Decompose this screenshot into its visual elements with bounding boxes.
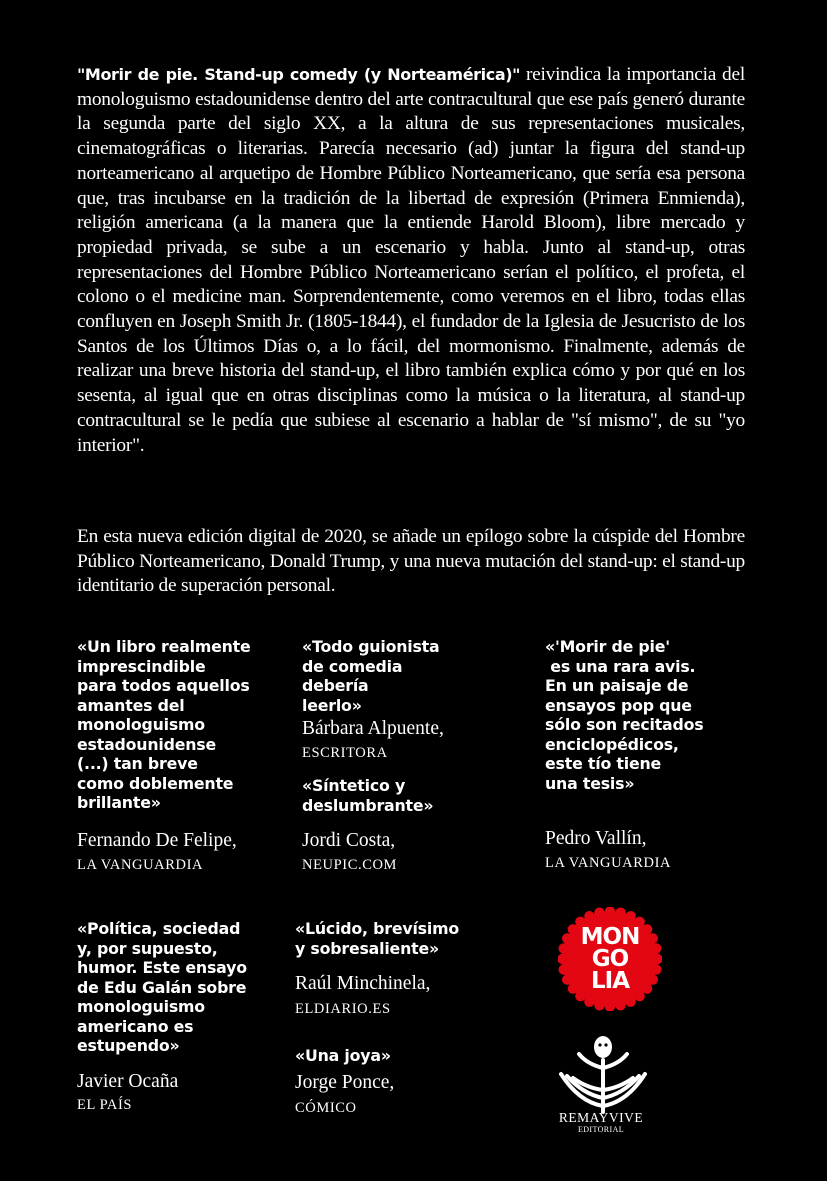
blurb-source: LA VANGUARDIA [77,857,204,873]
edition-paragraph: En esta nueva edición digital de 2020, se añade un epílogo sobre la cúspide del Hombre Público Norteamericano, Donald Trump, y una nueva mutación del stand-up: el stand-up identitario de superación personal. [77,526,745,597]
blurb-quote: «Síntetico y deslumbrante» [302,776,434,815]
synopsis-paragraph [77,63,745,458]
blurb-quote: «Política, sociedad y, por supuesto, humor. Este ensayo de Edu Galán sobre monologuismo americano es estupendo» [77,919,247,1055]
book-title: "Morir de pie. Stand-up comedy (y Norteamérica)" [77,65,521,84]
mongolia-logo [558,907,662,1011]
blurb-author: Bárbara Alpuente, [302,718,444,739]
blurb-source: ELDIARIO.ES [295,1001,391,1017]
blurb-source: CÓMICO [295,1100,357,1116]
synopsis-text: reivindica la importancia del monologuismo estadounidense dentro del arte contracultural que ese país generó durante la segunda parte del siglo XX, a la altura de sus representaciones musicales, cinematográficas o literarias. Parecía necesario (ad) juntar la figura del stand-up norteamericano al arquetipo de Hombre Público Norteamericano, que sería esa persona que, tras incubarse en la tradición de la libertad de expresión (Primera Enmienda), religión americana (a la manera que la entiende Harold Bloom), libre mercado y propiedad privada, se sube a un escenario y habla. Junto al stand-up, otras representaciones del Hombre Público Norteamericano serían el político, el profeta, el colono o el medicine man. Sorprendentemente, como veremos en el libro, todas ellas confluyen en Joseph Smith Jr. (1805-1844), el fundador de la Iglesia de Jesucristo de los Santos de los Últimos Días o, a lo fácil, del mormonismo. Finalmente, además de realizar una breve historia del stand-up, el libro también explica cómo y por qué en los sesenta, al igual que en otras disciplinas como la música o la literatura, al stand-up contracultural se le pedía que subiese al escenario a hablar de "sí mismo", de su "yo interior". [77,64,745,456]
blurb-source: NEUPIC.COM [302,857,398,873]
blurb-author: Jordi Costa, [302,830,396,851]
blurb-quote: «Lúcido, brevísimo y sobresaliente» [295,919,460,958]
rema-figure-icon [557,1030,649,1114]
blurb-quote: «Un libro realmente imprescindible para todos aquellos amantes del monologuismo estadounidense (...) tan breve como doblemente brillante» [77,637,251,812]
blurb-source: ESCRITORA [302,745,388,761]
blurb-author: Raúl Minchinela, [295,973,431,994]
blurb-source: EL PAÍS [77,1097,133,1113]
rema-logo-name: REMAYVIVE [558,1110,644,1125]
rema-logo-sub: EDITORIAL [577,1125,625,1134]
blurb-author: Jorge Ponce, [295,1072,395,1093]
mongolia-line-3: LIA [590,968,629,994]
blurb-author: Javier Ocaña [77,1071,179,1092]
blurb-quote: «Una joya» [295,1046,391,1065]
blurb-author: Pedro Vallín, [545,828,647,849]
mongolia-line-1: MON [580,924,640,950]
blurb-quote: «'Morir de pie' es una rara avis. En un paisaje de ensayos pop que sólo son recitados enciclopédicos, este tío tiene una tesis» [545,637,704,793]
blurb-source: LA VANGUARDIA [545,855,672,871]
mongolia-line-2: GO [591,946,629,972]
blurb-quote: «Todo guionista de comedia debería leerlo» [302,637,440,715]
blurb-author: Fernando De Felipe, [77,830,237,851]
